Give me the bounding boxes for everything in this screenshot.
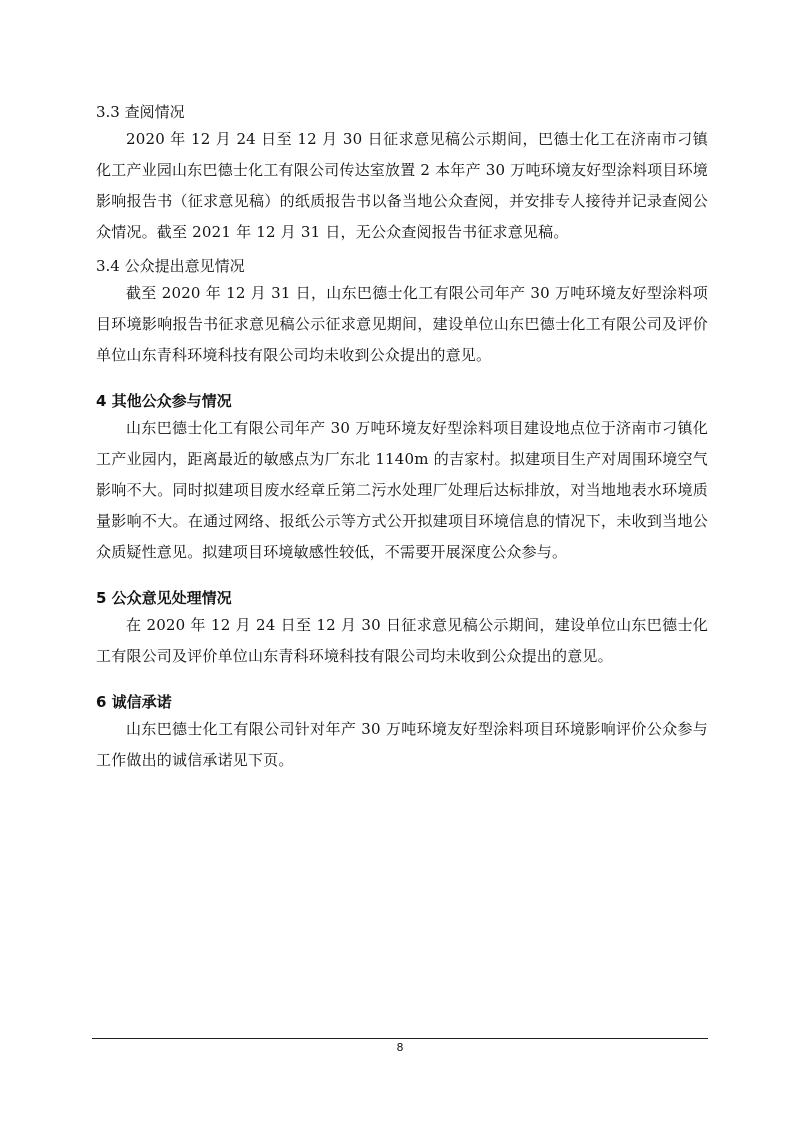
section-5-heading: 5 公众意见处理情况	[96, 589, 232, 607]
section-3-4-paragraph: 截至 2020 年 12 月 31 日，山东巴德士化工有限公司年产 30 万吨环境友好型涂料项目环境影响报告书征求意见稿公示征求意见期间，建设单位山东巴德士化工有限公司及评价单位山东青科环境科技有限公司均未收到公众提出的意见。	[96, 284, 708, 364]
page-number: 8	[396, 1041, 404, 1054]
document-body	[96, 100, 708, 776]
section-6-paragraph: 山东巴德士化工有限公司针对年产 30 万吨环境友好型涂料项目环境影响评价公众参与工作做出的诚信承诺见下页。	[96, 720, 708, 769]
section-3-3-paragraph: 2020 年 12 月 24 日至 12 月 30 日征求意见稿公示期间，巴德士化工在济南市刁镇化工产业园山东巴德士化工有限公司传达室放置 2 本年产 30 万吨环境友好型涂料项目环境影响报告书（征求意见稿）的纸质报告书以备当地公众查阅，并安排专人接待并记录查阅公众情况。截至 2021 年 12 月 31 日，无公众查阅报告书征求意见稿。	[96, 130, 708, 241]
section-4-heading: 4 其他公众参与情况	[96, 392, 232, 410]
footer-divider	[92, 1038, 708, 1039]
section-3-4-heading: 3.4 公众提出意见情况	[96, 257, 245, 275]
section-5-paragraph: 在 2020 年 12 月 24 日至 12 月 30 日征求意见稿公示期间，建设单位山东巴德士化工有限公司及评价单位山东青科环境科技有限公司均未收到公众提出的意见。	[96, 616, 708, 665]
section-6-heading: 6 诚信承诺	[96, 693, 172, 711]
section-4-paragraph: 山东巴德士化工有限公司年产 30 万吨环境友好型涂料项目建设地点位于济南市刁镇化工产业园内，距离最近的敏感点为厂东北 1140m 的吉家村。拟建项目生产对周围环境空气影响不大。同时拟建项目废水经章丘第二污水处理厂处理后达标排放，对当地地表水环境质量影响不大。在通过网络、报纸公示等方式公开拟建项目环境信息的情况下，未收到当地公众质疑性意见。拟建项目环境敏感性较低，不需要开展深度公众参与。	[96, 419, 708, 561]
section-3-3-heading: 3.3 查阅情况	[96, 103, 185, 121]
